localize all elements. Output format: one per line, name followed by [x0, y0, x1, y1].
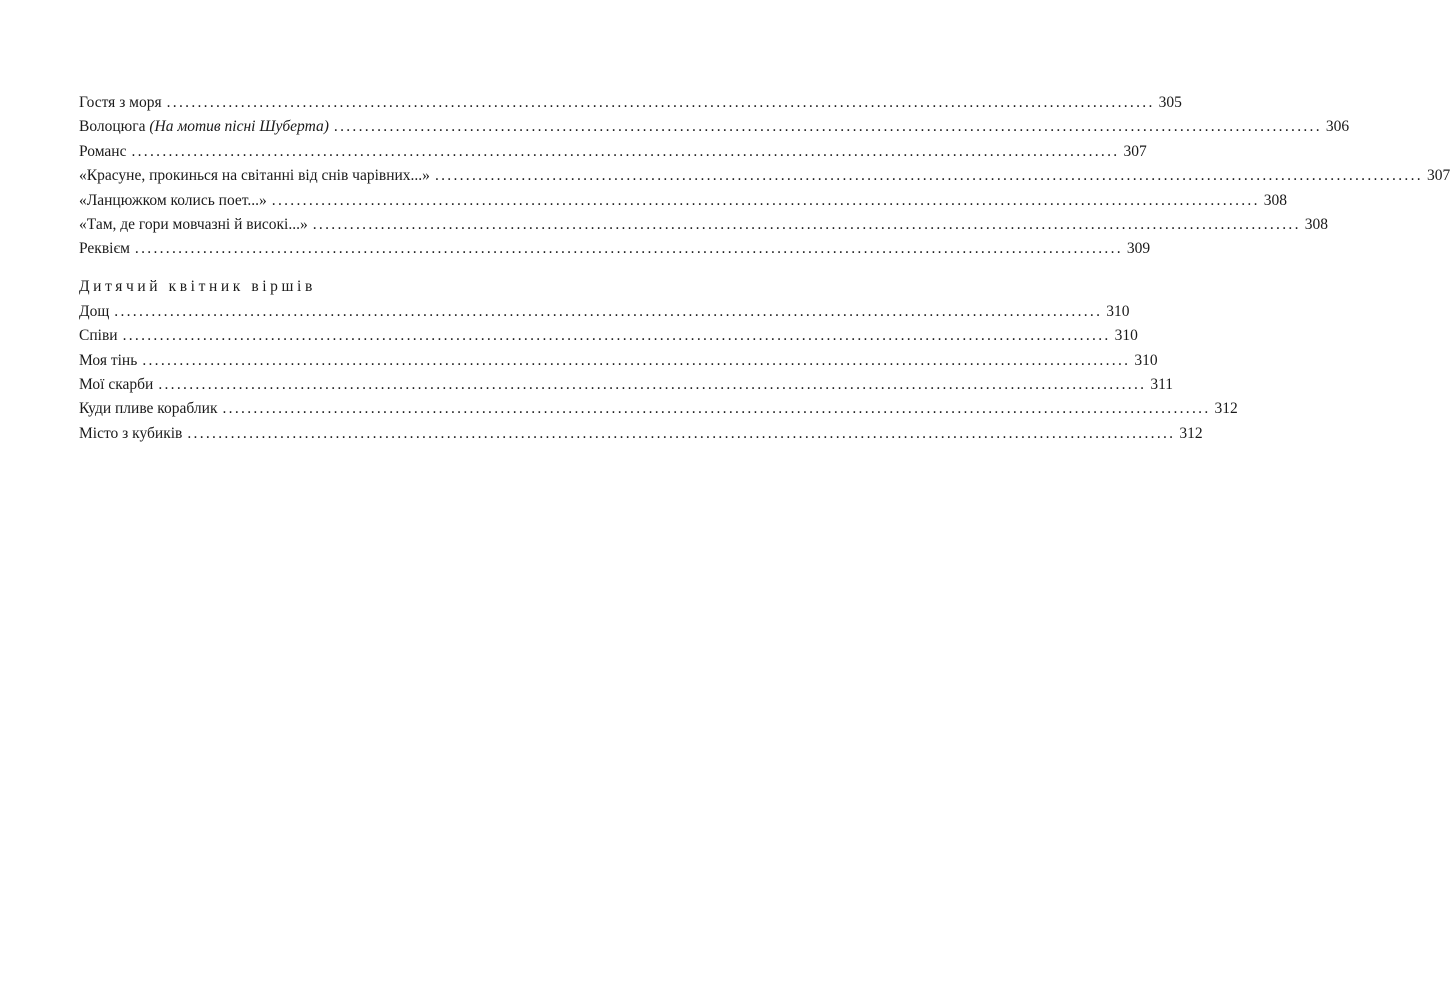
- toc-entry-page: 305: [1158, 94, 1182, 111]
- toc-entry-page: 307: [1123, 142, 1147, 160]
- toc-entry: [79, 140, 1147, 164]
- dot-leader: ................................................................................................................................................................: [312, 215, 1301, 233]
- toc-entry-title: Волоцюга (На мотив пісні Шуберта): [79, 118, 329, 136]
- toc-entry-title: Романс: [79, 142, 127, 160]
- toc-entry-page: 307: [1426, 167, 1450, 185]
- dot-leader: ................................................................................................................................................................: [158, 375, 1147, 393]
- toc-entry-title: Куди пливе кораблик: [79, 400, 218, 418]
- toc-entry-page: 311: [1150, 375, 1174, 393]
- dot-leader: ................................................................................................................................................................: [187, 424, 1176, 442]
- toc-entry-page: 310: [1114, 327, 1138, 345]
- toc-entry: [79, 324, 1138, 348]
- toc-entry-title: «Там, де гори мовчазні й високі...»: [79, 215, 308, 233]
- toc-entry-title: Місто з кубиків: [79, 424, 183, 442]
- toc-entry-title: Гостя з моря: [79, 94, 162, 111]
- toc-entry: [79, 164, 1450, 188]
- toc-entry-page: 310: [1106, 302, 1130, 320]
- toc-entry-title: Мої скарби: [79, 375, 154, 393]
- toc-entry-page: 308: [1304, 215, 1328, 233]
- toc-entry: [79, 397, 1238, 421]
- toc-entry-page: 309: [1126, 240, 1151, 258]
- toc-entry: [79, 300, 1130, 324]
- toc-entry-title: Співи: [79, 327, 118, 345]
- toc-entry: [79, 422, 1203, 446]
- toc-entry-page: 312: [1214, 400, 1238, 418]
- toc-entry-subtitle: (На мотив пісні Шуберта): [149, 118, 329, 136]
- dot-leader: ................................................................................................................................................................: [222, 400, 1211, 418]
- toc-entry: [79, 373, 1174, 397]
- dot-leader: ................................................................................................................................................................: [131, 142, 1120, 160]
- toc-entry: [79, 213, 1328, 237]
- section-heading: Дитячий квітник віршів: [79, 277, 316, 295]
- toc-entry: [79, 189, 1288, 213]
- dot-leader: ................................................................................................................................................................: [333, 118, 1322, 136]
- toc-entry-page: 308: [1263, 191, 1288, 209]
- toc-entry-page: 312: [1179, 424, 1203, 442]
- table-of-contents: [79, 91, 1450, 446]
- toc-entry-title: «Красуне, прокинься на світанні від снів чарівних...»: [79, 167, 430, 185]
- dot-leader: ................................................................................................................................................................: [134, 240, 1123, 258]
- dot-leader: ................................................................................................................................................................: [434, 167, 1423, 185]
- toc-entry-title: Дощ: [79, 302, 110, 320]
- toc-entry: [79, 115, 1350, 139]
- dot-leader: ................................................................................................................................................................: [166, 94, 1155, 111]
- toc-entry: [79, 349, 1158, 373]
- toc-entry-title: «Ланцюжком колись поет...»: [79, 191, 267, 209]
- toc-entry-title: Моя тінь: [79, 351, 138, 369]
- toc-entry-title: Реквієм: [79, 240, 130, 258]
- toc-entry-page: 310: [1134, 351, 1158, 369]
- dot-leader: ................................................................................................................................................................: [142, 351, 1131, 369]
- toc-entry: [79, 91, 1182, 115]
- dot-leader: ................................................................................................................................................................: [271, 191, 1260, 209]
- toc-entry: [79, 237, 1151, 261]
- toc-entry-page: 306: [1325, 118, 1350, 136]
- dot-leader: ................................................................................................................................................................: [122, 327, 1111, 345]
- dot-leader: ................................................................................................................................................................: [114, 302, 1103, 320]
